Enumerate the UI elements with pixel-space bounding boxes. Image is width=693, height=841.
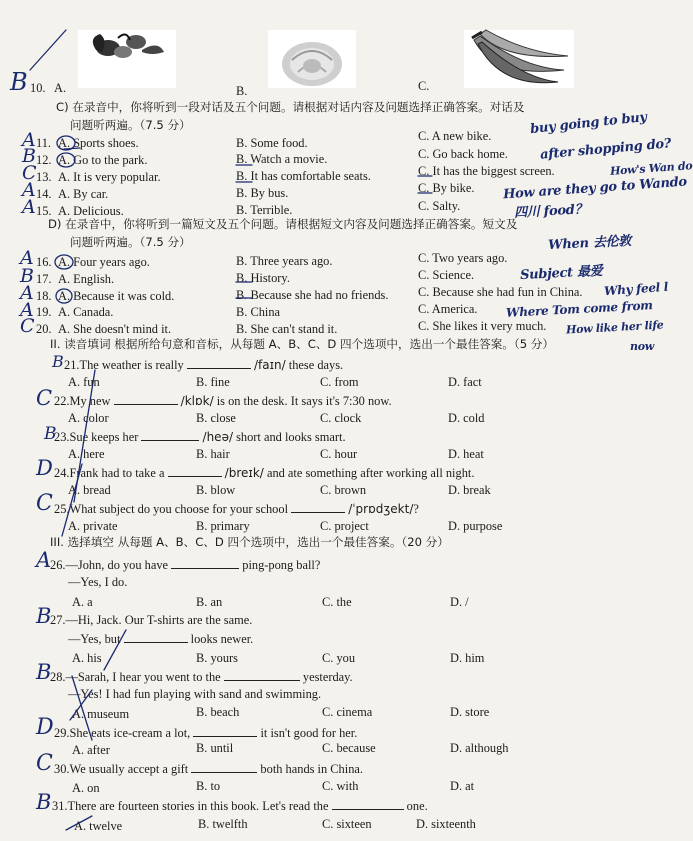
q31-option-a: A. twelve (74, 819, 123, 833)
q23-option-a: A. here (68, 447, 105, 461)
q29-blank[interactable] (193, 724, 257, 737)
q30-option-b: B. to (196, 779, 221, 793)
section-d-instruction-2: 问题听两遍。（7.5 分） (70, 235, 191, 249)
q23-option-c: C. hour (320, 447, 358, 461)
q26-blank[interactable] (171, 556, 239, 569)
q24-option-b: B. blow (196, 483, 236, 497)
handwritten-note-9: Where Tom come from (505, 298, 653, 320)
q19-option-c: C. America. (418, 302, 478, 316)
q24-text-end: and ate something after working all night. (263, 466, 475, 480)
q22-phonetic: /klɒk/ (180, 394, 214, 408)
q11-option-a: A. Sports shoes. (58, 136, 139, 150)
q16-answer-mark: A (20, 247, 34, 269)
q30-option-c: C. with (322, 779, 359, 793)
q28-number: 28. (50, 670, 66, 684)
q12-option-a: A. Go to the park. (58, 153, 148, 167)
q26-number: 26. (50, 558, 66, 572)
q13-option-c: C. It has the biggest screen. (418, 164, 555, 178)
q27-option-d: D. him (450, 651, 485, 665)
q11-option-c: C. A new bike. (418, 129, 492, 143)
q14-answer-mark: A (22, 179, 36, 201)
bananas-picture (464, 30, 574, 88)
q21-option-d: D. fact (448, 375, 482, 389)
q26-option-b: B. an (196, 595, 223, 609)
q12-option-c: C. Go back home. (418, 147, 508, 161)
q28-text: —Sarah, I hear you went to the (65, 670, 224, 684)
q11-answer-mark: A (22, 129, 36, 151)
q21-option-b: B. fine (196, 375, 230, 389)
q27-reply-end: looks newer. (187, 632, 254, 646)
q28-blank[interactable] (224, 668, 300, 681)
q13-option-a: A. It is very popular. (58, 170, 161, 184)
q23-stem (54, 428, 346, 445)
q25-option-a: A. private (68, 519, 118, 533)
q27-answer-mark: B (36, 604, 52, 628)
q22-stem (54, 392, 392, 409)
q31-text-end: one. (403, 799, 428, 813)
q16-option-a: A. Four years ago. (58, 255, 150, 269)
q26-answer-mark: A (36, 548, 52, 572)
q25-text-end: ? (413, 502, 419, 516)
q24-option-a: A. bread (68, 483, 111, 497)
q29-stem (54, 724, 357, 741)
q29-option-a: A. after (72, 743, 110, 757)
q26-text-end: ping-pong ball? (239, 558, 321, 572)
q23-option-b: B. hair (196, 447, 230, 461)
handwritten-note-8: Why feel l (603, 279, 669, 299)
q18-number: 18. (36, 289, 52, 303)
q29-option-c: C. because (322, 741, 376, 755)
q24-option-c: C. brown (320, 483, 367, 497)
q16-option-b: B. Three years ago. (236, 254, 333, 268)
q26-option-d: D. / (450, 595, 469, 609)
q21-stem (64, 356, 343, 373)
handwritten-note-1: buy going to buy (529, 109, 648, 138)
q17-number: 17. (36, 272, 52, 286)
q22-option-a: A. color (68, 411, 109, 425)
q25-stem (54, 500, 419, 517)
q27-blank[interactable] (124, 630, 188, 643)
q20-answer-mark: C (20, 315, 35, 337)
q15-answer-mark: A (22, 196, 36, 218)
q18-answer-mark: A (20, 282, 34, 304)
handwritten-note-3: How's Wan do (609, 159, 693, 178)
q22-number: 22. (54, 394, 70, 408)
q10-option-b: B. (236, 84, 248, 98)
q28-text-end: yesterday. (299, 670, 353, 684)
q23-text-end: short and looks smart. (233, 430, 346, 444)
q23-answer-mark: B (44, 424, 57, 444)
q16-option-c: C. Two years ago. (418, 251, 508, 265)
q27-number: 27. (50, 613, 66, 627)
q26-text: —John, do you have (65, 558, 172, 572)
q28-option-a: A. museum (72, 707, 130, 721)
handwritten-note-5: 四川 food？ (513, 202, 588, 221)
q10-number: 10. (30, 81, 46, 95)
q29-option-b: B. until (196, 741, 234, 755)
q21-option-a: A. fun (68, 375, 100, 389)
q22-option-c: C. clock (320, 411, 362, 425)
q28-option-b: B. beach (196, 705, 240, 719)
q26-reply: —Yes, I do. (68, 575, 128, 589)
q31-option-b: B. twelfth (198, 817, 248, 831)
q30-blank[interactable] (191, 760, 257, 773)
q18-option-c: C. Because she had fun in China. (418, 285, 583, 299)
q19-answer-mark: A (20, 299, 34, 321)
q11-number: 11. (36, 136, 52, 150)
q21-answer-mark: B (52, 352, 64, 371)
q15-option-a: A. Delicious. (58, 204, 124, 218)
q15-option-b: B. Terrible. (236, 203, 293, 217)
q25-blank[interactable] (291, 500, 345, 513)
q20-number: 20. (36, 322, 52, 336)
q22-text: My new (69, 394, 114, 408)
q22-answer-mark: C (36, 386, 53, 410)
q19-option-a: A. Canada. (58, 305, 114, 319)
q14-option-a: A. By car. (58, 187, 109, 201)
q22-blank[interactable] (114, 392, 178, 405)
q13-answer-mark: C (22, 162, 37, 184)
section-iii-heading: III. 选择填空 从每题 A、B、C、D 四个选项中，选出一个最佳答案。（20 分） (50, 535, 449, 549)
q15-number: 15. (36, 204, 52, 218)
q25-option-d: D. purpose (448, 519, 503, 533)
q12-option-b: B. Watch a movie. (236, 152, 328, 166)
q29-text-end: it isn't good for her. (257, 726, 358, 740)
section-c-instruction: C) 在录音中，你将听到一段对话及五个问题。请根据对话内容及问题选择正确答案。对话及 (56, 100, 525, 114)
q30-option-a: A. on (72, 781, 100, 795)
handwritten-note-10: How like her life (565, 318, 664, 337)
section-ii-heading: II. 读音填词 根据所给句意和音标，从每题 A、B、C、D 四个选项中，选出一个最佳答案。（5 分） (50, 337, 554, 351)
q29-text: She eats ice-cream a lot, (69, 726, 194, 740)
q12-number: 12. (36, 153, 52, 167)
q30-option-d: D. at (450, 779, 475, 793)
q16-number: 16. (36, 255, 52, 269)
q29-number: 29. (54, 726, 70, 740)
q17-option-c: C. Science. (418, 268, 475, 282)
q18-option-a: A. Because it was cold. (58, 289, 175, 303)
q21-blank[interactable] (187, 356, 251, 369)
q30-number: 30. (54, 762, 70, 776)
q19-number: 19. (36, 305, 52, 319)
q25-phonetic: /ˈprɒdʒekt/ (348, 502, 414, 516)
q21-option-c: C. from (320, 375, 359, 389)
q14-option-b: B. By bus. (236, 186, 289, 200)
q30-text-end: both hands in China. (257, 762, 363, 776)
q22-option-b: B. close (196, 411, 236, 425)
q24-text: Frank had to take a (69, 466, 168, 480)
q24-phonetic: /breɪk/ (224, 466, 264, 480)
q27-reply-text: —Yes, but (68, 632, 124, 646)
q31-answer-mark: B (36, 790, 52, 814)
q26-stem (50, 556, 320, 573)
q28-option-c: C. cinema (322, 705, 373, 719)
q28-answer-mark: B (36, 660, 52, 684)
pen-stroke-q10 (30, 30, 66, 70)
q26-option-a: A. a (72, 595, 93, 609)
q23-option-d: D. heat (448, 447, 484, 461)
q24-option-d: D. break (448, 483, 491, 497)
q31-option-d: D. sixteenth (416, 817, 476, 831)
q12-answer-mark: B (22, 145, 36, 167)
q15-option-c: C. Salty. (418, 199, 461, 213)
q27-option-b: B. yours (196, 651, 238, 665)
section-d-instruction: D) 在录音中，你将听到一篇短文及五个问题。请根据短文内容及问题选择正确答案。短文及 (48, 217, 518, 231)
q24-blank[interactable] (168, 464, 222, 477)
handwritten-note-7: Subject 最爱 (519, 263, 603, 284)
cabbage-picture (268, 30, 356, 88)
q28-stem (50, 668, 353, 685)
q28-option-d: D. store (450, 705, 490, 719)
handwritten-note-6: When 去伦敦 (547, 233, 632, 254)
q21-number: 21. (64, 358, 80, 372)
q23-number: 23. (54, 430, 70, 444)
q21-phonetic: /faɪn/ (253, 358, 286, 372)
q27-option-a: A. his (72, 651, 102, 665)
q11-option-b: B. Some food. (236, 136, 308, 150)
q30-answer-mark: C (36, 751, 53, 776)
q27-stem (50, 612, 252, 628)
q30-text: We usually accept a gift (69, 762, 192, 776)
q31-number: 31. (52, 799, 68, 813)
q24-number: 24. (54, 466, 70, 480)
q31-stem (52, 797, 428, 814)
q14-option-c: C. By bike. (418, 181, 475, 195)
q10-option-c: C. (418, 79, 430, 93)
q17-option-b: B. History. (236, 271, 290, 285)
q25-option-c: C. project (320, 519, 369, 533)
q21-text-end: these days. (285, 358, 344, 372)
q17-answer-mark: B (20, 265, 34, 287)
q25-answer-mark: C (36, 491, 53, 516)
q31-blank[interactable] (332, 797, 404, 810)
q28-reply: —Yes! I had fun playing with sand and swimming. (68, 687, 322, 701)
q31-text: There are fourteen stories in this book. Let's read the (67, 799, 332, 813)
q26-option-c: C. the (322, 595, 352, 609)
q14-number: 14. (36, 187, 52, 201)
q10-option-a: A. (54, 81, 67, 95)
q23-phonetic: /heə/ (202, 430, 233, 444)
handwritten-note-4: How are they go to Wando (502, 174, 688, 203)
q27-option-c: C. you (322, 651, 356, 665)
q31-option-c: C. sixteen (322, 817, 372, 831)
q18-option-b: B. Because she had no friends. (236, 288, 389, 302)
q25-text: What subject do you choose for your school (69, 502, 292, 516)
q20-option-a: A. She doesn't mind it. (58, 322, 172, 336)
q25-option-b: B. primary (196, 519, 250, 533)
q10-answer-mark: B (10, 68, 28, 96)
q23-text: Sue keeps her (69, 430, 142, 444)
q13-option-b: B. It has comfortable seats. (236, 169, 371, 183)
q21-text: The weather is really (79, 358, 187, 372)
q27-text: —Hi, Jack. Our T-shirts are the same. (65, 613, 253, 627)
q19-option-b: B. China (236, 305, 281, 319)
handwritten-note-2: after shopping do? (539, 136, 672, 163)
q30-stem (54, 760, 363, 777)
q22-text-end: is on the desk. It says it's 7:30 now. (213, 394, 392, 408)
q20-option-b: B. She can't stand it. (236, 322, 338, 336)
q24-answer-mark: D (36, 456, 53, 480)
q29-answer-mark: D (36, 715, 54, 740)
q24-stem (54, 464, 474, 481)
q23-blank[interactable] (141, 428, 199, 441)
q20-option-c: C. She likes it very much. (418, 319, 547, 333)
handwritten-note-11: now (630, 340, 654, 353)
q22-option-d: D. cold (448, 411, 485, 425)
q27-reply (68, 630, 253, 647)
q13-number: 13. (36, 170, 52, 184)
q25-number: 25. (54, 502, 70, 516)
vegetables-picture (78, 30, 176, 88)
q29-option-d: D. although (450, 741, 509, 755)
section-c-instruction-2: 问题听两遍。（7.5 分） (70, 118, 191, 132)
q17-option-a: A. English. (58, 272, 115, 286)
